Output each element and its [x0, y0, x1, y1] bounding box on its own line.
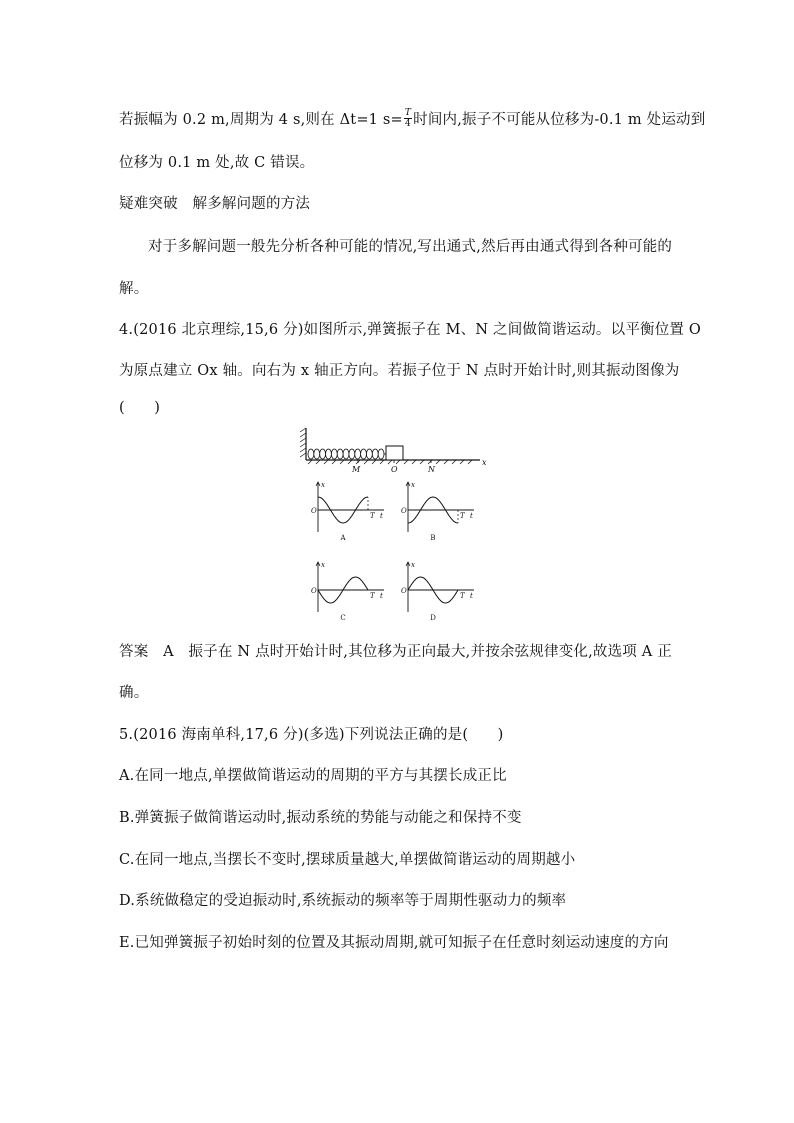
- oscillator-block: [386, 446, 403, 460]
- graph-t-label: t: [380, 512, 383, 520]
- spring: [308, 449, 386, 459]
- graph-x-label: x: [411, 561, 415, 569]
- vibration-graphs: [311, 481, 474, 620]
- spring-oscillator-diagram: [300, 428, 487, 474]
- question-4-figure: [300, 420, 500, 620]
- graph-origin-label: O: [401, 587, 407, 595]
- graph-option-label: B: [430, 534, 436, 542]
- q5-option-d: D.系统做稳定的受迫振动时,系统振动的频率等于周期性驱动力的频率: [119, 893, 567, 909]
- oscillation-figure-svg: [300, 420, 500, 620]
- graph-t-label: t: [470, 592, 473, 600]
- answer-line-2: 确。: [119, 685, 149, 701]
- line1-part-b: 时间内,振子不可能从位移为-0.1 m 处运动到: [413, 112, 706, 128]
- answer-line-1: 答案 A 振子在 N 点时开始计时,其位移为正向最大,并按余弦规律变化,故选项 A 正: [119, 644, 672, 660]
- wall-hatching: [300, 428, 306, 457]
- q5-option-c: C.在同一地点,当摆长不变时,摆球质量越大,单摆做简谐运动的周期越小: [119, 852, 576, 868]
- question-4-line-3: ( ): [119, 400, 161, 416]
- graph-option-label: A: [340, 534, 346, 542]
- label-n: N: [428, 465, 435, 474]
- graph-d: [401, 561, 474, 620]
- q5-option-e: E.已知弹簧振子初始时刻的位置及其振动周期,就可知振子在任意时刻运动速度的方向: [119, 935, 669, 951]
- paragraph-line-2: 解。: [119, 281, 149, 297]
- paragraph-line-1: 对于多解问题一般先分析各种可能的情况,写出通式,然后再由通式得到各种可能的: [148, 239, 673, 255]
- q5-option-a: A.在同一地点,单摆做简谐运动的周期的平方与其摆长成正比: [119, 768, 507, 784]
- graph-b: [401, 481, 474, 542]
- floor-hatching: [308, 460, 472, 464]
- fraction-numerator: T: [404, 107, 412, 118]
- graph-period-label: T: [460, 592, 465, 600]
- fraction-denominator: 4: [405, 118, 411, 129]
- question-4-line-1: 4.(2016 北京理综,15,6 分)如图所示,弹簧振子在 M、N 之间做简谐运动。以平衡位置 O: [119, 322, 702, 338]
- graph-x-label: x: [411, 481, 415, 489]
- graph-x-label: x: [321, 561, 325, 569]
- graph-t-label: t: [380, 592, 383, 600]
- graph-a: [311, 481, 384, 542]
- graph-origin-label: O: [401, 507, 407, 515]
- graph-option-label: C: [340, 614, 346, 620]
- graph-period-label: T: [370, 512, 375, 520]
- fraction-t-over-4: [404, 108, 412, 129]
- q5-option-b: B.弹簧振子做简谐运动时,振动系统的势能与动能之和保持不变: [119, 810, 522, 826]
- graph-x-label: x: [321, 481, 325, 489]
- graph-period-label: T: [460, 512, 465, 520]
- question-5-stem: 5.(2016 海南单科,17,6 分)(多选)下列说法正确的是( ): [119, 727, 504, 743]
- graph-option-label: D: [430, 614, 436, 620]
- graph-origin-label: O: [311, 587, 317, 595]
- graph-period-label: T: [370, 592, 375, 600]
- text-line-1: [119, 108, 705, 131]
- graph-c: [311, 561, 384, 620]
- section-title: 疑难突破 解多解问题的方法: [119, 196, 311, 212]
- label-x-axis: x: [482, 458, 487, 467]
- question-4-line-2: 为原点建立 Ox 轴。向右为 x 轴正方向。若振子位于 N 点时开始计时,则其振动图像为: [119, 363, 680, 379]
- graph-origin-label: O: [311, 507, 317, 515]
- text-line-2: 位移为 0.1 m 处,故 C 错误。: [119, 155, 315, 171]
- label-m: M: [352, 465, 361, 474]
- graph-t-label: t: [470, 512, 473, 520]
- label-o: O: [391, 465, 398, 474]
- line1-part-a: 若振幅为 0.2 m,周期为 4 s,则在 Δt=1 s=: [119, 112, 403, 128]
